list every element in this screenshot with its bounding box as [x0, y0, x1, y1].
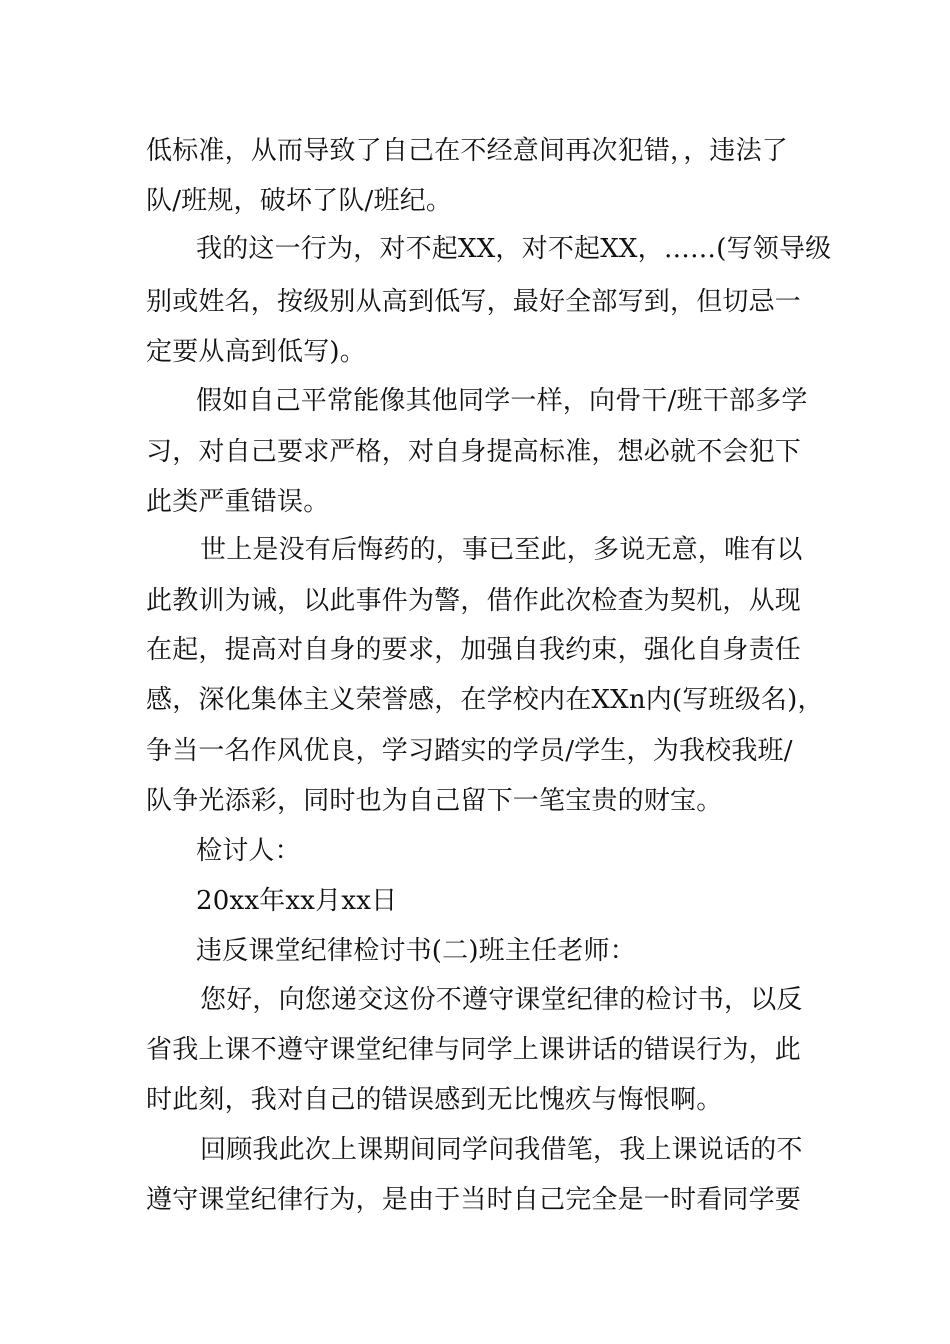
text-line: 此教训为诫，以此事件为警，借作此次检查为契机，从现 [146, 586, 802, 616]
text-line: 感，深化集体主义荣誉感，在学校内在XXn内(写班级名)， [146, 685, 824, 715]
text-line: 回顾我此次上课期间同学问我借笔，我上课说话的不 [200, 1135, 803, 1165]
text-line: 您好，向您递交这份不遵守课堂纪律的检讨书，以反 [200, 985, 803, 1015]
text-line: 争当一名作风优良，学习踏实的学员/学生，为我校我班/ [146, 736, 793, 766]
section-heading: 违反课堂纪律检讨书(二)班主任老师： [196, 936, 636, 966]
text-line: 定要从高到低写)。 [146, 337, 366, 367]
text-line: 遵守课堂纪律行为，是由于当时自己完全是一时看同学要 [146, 1185, 802, 1215]
text-line: 假如自己平常能像其他同学一样，向骨干/班干部多学 [196, 386, 808, 416]
signature-label: 检讨人： [196, 836, 301, 866]
date-line: 20xx年xx月xx日 [196, 886, 398, 916]
text-line: 队/班规，破坏了队/班纪。 [146, 186, 453, 216]
text-line: 我的这一行为，对不起XX，对不起XX，……(写领导级 [196, 234, 832, 264]
text-line: 在起，提高对自身的要求，加强自我约束，强化自身责任 [146, 635, 802, 665]
text-line: 时此刻，我对自己的错误感到无比愧疚与悔恨啊。 [146, 1085, 723, 1115]
text-line: 省我上课不遵守课堂纪律与同学上课讲话的错误行为，此 [146, 1035, 802, 1065]
text-line: 队争光添彩，同时也为自己留下一笔宝贵的财宝。 [146, 786, 723, 816]
text-line: 别或姓名，按级别从高到低写，最好全部写到，但切忌一 [146, 287, 802, 317]
text-line: 低标准，从而导致了自己在不经意间再次犯错，，违法了 [146, 136, 789, 166]
text-line: 习，对自己要求严格，对自身提高标准，想必就不会犯下 [146, 437, 802, 467]
text-line: 世上是没有后悔药的，事已至此，多说无意，唯有以 [200, 535, 803, 565]
text-line: 此类严重错误。 [146, 487, 330, 517]
